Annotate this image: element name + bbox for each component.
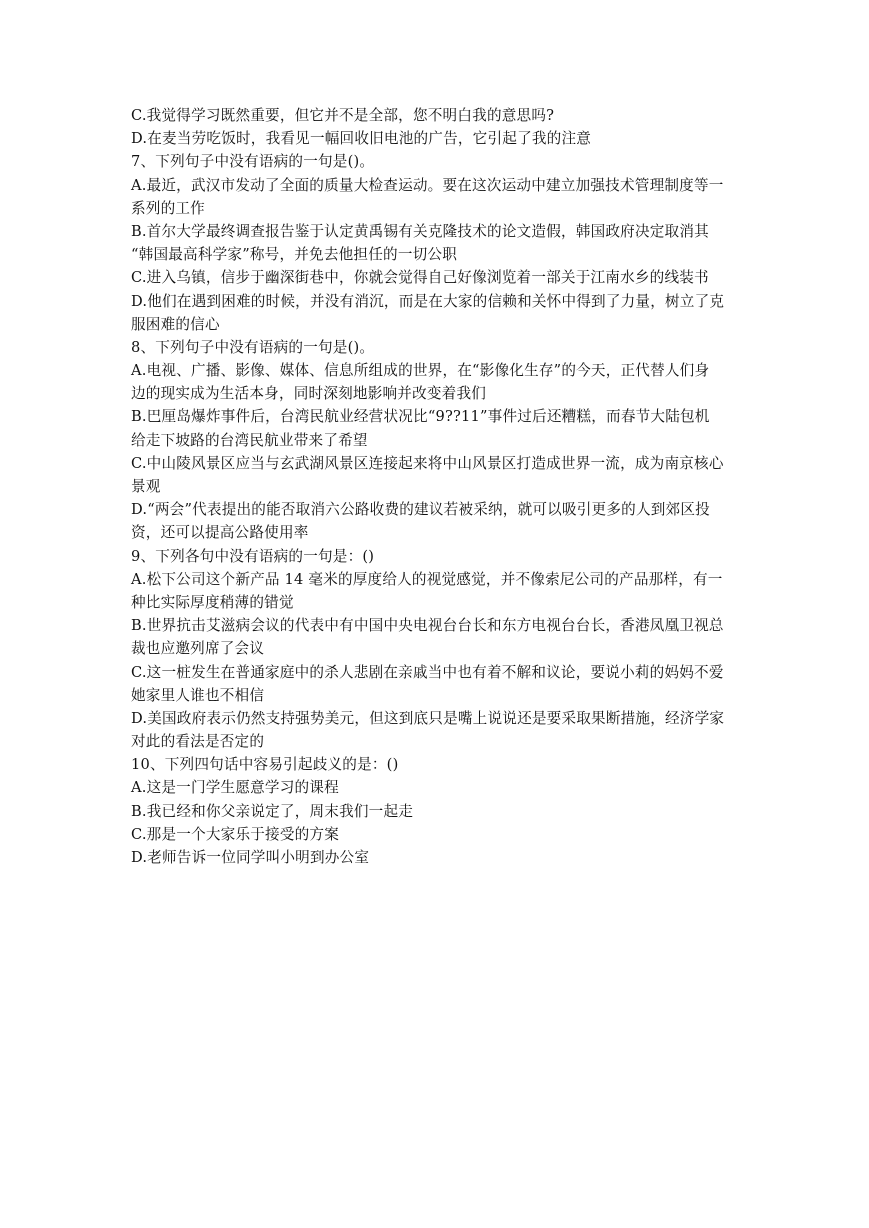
text-line: 种比实际厚度稍薄的错觉 [131, 593, 294, 611]
document-body [131, 104, 741, 869]
text-line: B.我已经和你父亲说定了，周末我们一起走 [131, 802, 414, 820]
text-line: A.松下公司这个新产品 14 毫米的厚度给人的视觉感觉，并不像索尼公司的产品那样，有一 [131, 570, 723, 588]
text-line: 景观 [131, 478, 161, 495]
text-line: C.我觉得学习既然重要，但它并不是全部，您不明白我的意思吗? [131, 107, 555, 124]
question-heading: 9、下列各句中没有语病的一句是：() [131, 547, 375, 565]
text-line: C.这一桩发生在普通家庭中的杀人悲剧在亲戚当中也有着不解和议论，要说小莉的妈妈不爱 [131, 663, 724, 681]
text-line: B.世界抗击艾滋病会议的代表中有中国中央电视台台长和东方电视台台长，香港凤凰卫视总 [131, 617, 724, 635]
text-line: A.最近，武汉市发动了全面的质量大检查运动。要在这次运动中建立加强技术管理制度等一 [131, 176, 724, 194]
question-heading: 10、下列四句话中容易引起歧义的是：() [131, 756, 399, 774]
text-line: D.他们在遇到困难的时候，并没有消沉，而是在大家的信赖和关怀中得到了力量，树立了克 [131, 292, 725, 310]
text-line: A.这是一门学生愿意学习的课程 [131, 779, 339, 797]
text-line: 边的现实成为生活本身，同时深刻地影响并改变着我们 [131, 385, 487, 403]
text-line: 服困难的信心 [131, 315, 220, 333]
text-line: D.“两会”代表提出的能否取消六公路收费的建议若被采纳，就可以吸引更多的人到郊区投 [131, 501, 710, 519]
text-line: B.首尔大学最终调查报告鉴于认定黄禹锡有关克隆技术的论文造假，韩国政府决定取消其 [131, 222, 709, 240]
text-line: 对此的看法是否定的 [131, 733, 265, 751]
text-line: D.在麦当劳吃饭时，我看见一幅回收旧电池的广告，它引起了我的注意 [131, 130, 592, 148]
text-line: D.老师告诉一位同学叫小明到办公室 [131, 849, 370, 866]
text-line: C.中山陵风景区应当与玄武湖风景区连接起来将中山风景区打造成世界一流，成为南京核心 [131, 454, 724, 472]
text-line: 裁也应邀列席了会议 [131, 640, 265, 658]
question-heading: 8、下列句子中没有语病的一句是()。 [131, 338, 375, 356]
question-heading: 7、下列句子中没有语病的一句是()。 [131, 153, 375, 171]
text-line: D.美国政府表示仍然支持强势美元，但这到底只是嘴上说说还是要采取果断措施，经济学家 [131, 709, 725, 727]
text-line: C.进入乌镇，信步于幽深街巷中，你就会觉得自己好像浏览着一部关于江南水乡的线装书 [131, 269, 709, 287]
text-line: 资，还可以提高公路使用率 [131, 524, 309, 542]
text-line: 系列的工作 [131, 199, 205, 217]
text-line: C.那是一个大家乐于接受的方案 [131, 825, 340, 843]
text-line: 她家里人谁也不相信 [131, 686, 265, 704]
text-line: “韩国最高科学家”称号，并免去他担任的一切公职 [131, 246, 457, 264]
text-line: 给走下坡路的台湾民航业带来了希望 [131, 431, 368, 449]
text-line: A.电视、广播、影像、媒体、信息所组成的世界，在“影像化生存”的今天，正代替人们身 [131, 362, 710, 380]
text-line: B.巴厘岛爆炸事件后，台湾民航业经营状况比“9??11”事件过后还糟糕，而春节大陆包机 [131, 408, 710, 426]
